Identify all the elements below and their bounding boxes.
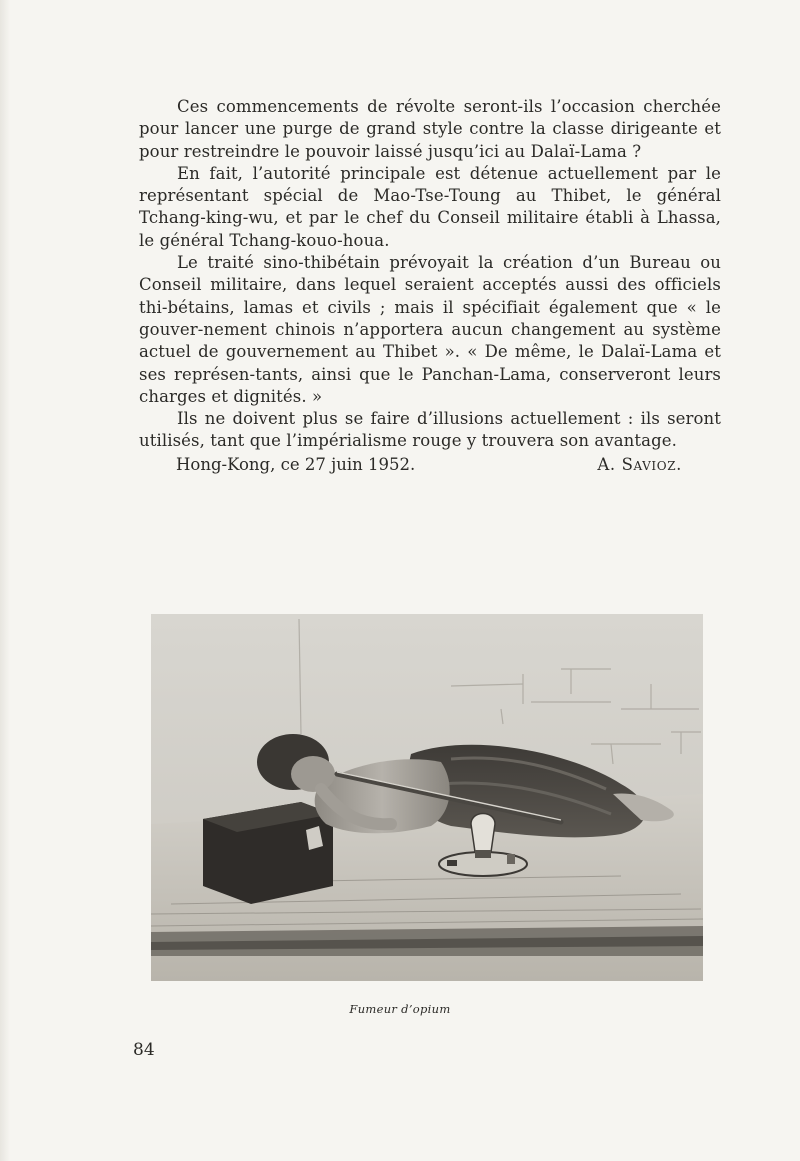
figure-caption: Fumeur d’opium <box>349 1002 451 1016</box>
photo-illustration <box>151 614 703 981</box>
opium-smoker-photo <box>151 614 703 981</box>
paragraph-4: Ils ne doivent plus se faire d’illusions actuellement : ils seront utilisés, tant que l’impérialisme rouge y trouvera son avantage. <box>139 409 721 451</box>
face <box>291 756 335 792</box>
body-text <box>139 96 721 453</box>
paragraph-1: Ces commencements de révolte seront-ils l’occasion cherchée pour lancer une purge de grand style contre la classe dirigeante et pour restreindre le pouvoir laissé jusqu’ici au Dalaï-Lama ? <box>139 97 721 161</box>
signature-line <box>176 455 682 474</box>
paragraph-3: Le traité sino-thibétain prévoyait la création d’un Bureau ou Conseil militaire, dans lequel seraient acceptés aussi des officiels thi-bétains, lamas et civils ; mais il spécifiait également que « le gouver-nement chinois n’apportera aucun changement au système actuel de gouvernement au Thibet ». « De même, le Dalaï-Lama et ses représen-tants, ainsi que le Panchan-Lama, conserveront leurs charges et dignités. » <box>139 253 721 406</box>
page-edge-shadow <box>0 0 10 1161</box>
author-name: A. Savioz. <box>597 455 682 474</box>
place-date: Hong-Kong, ce 27 juin 1952. <box>176 455 416 474</box>
page-number: 84 <box>133 1040 155 1060</box>
opium-lamp <box>471 814 495 853</box>
paragraph-2: En fait, l’autorité principale est détenue actuellement par le représentant spécial de Mao-Tse-Toung au Thibet, le général Tchang-king-wu, et par le chef du Conseil militaire établi à Lhassa, le général Tchang-kouo-houa. <box>139 163 721 250</box>
